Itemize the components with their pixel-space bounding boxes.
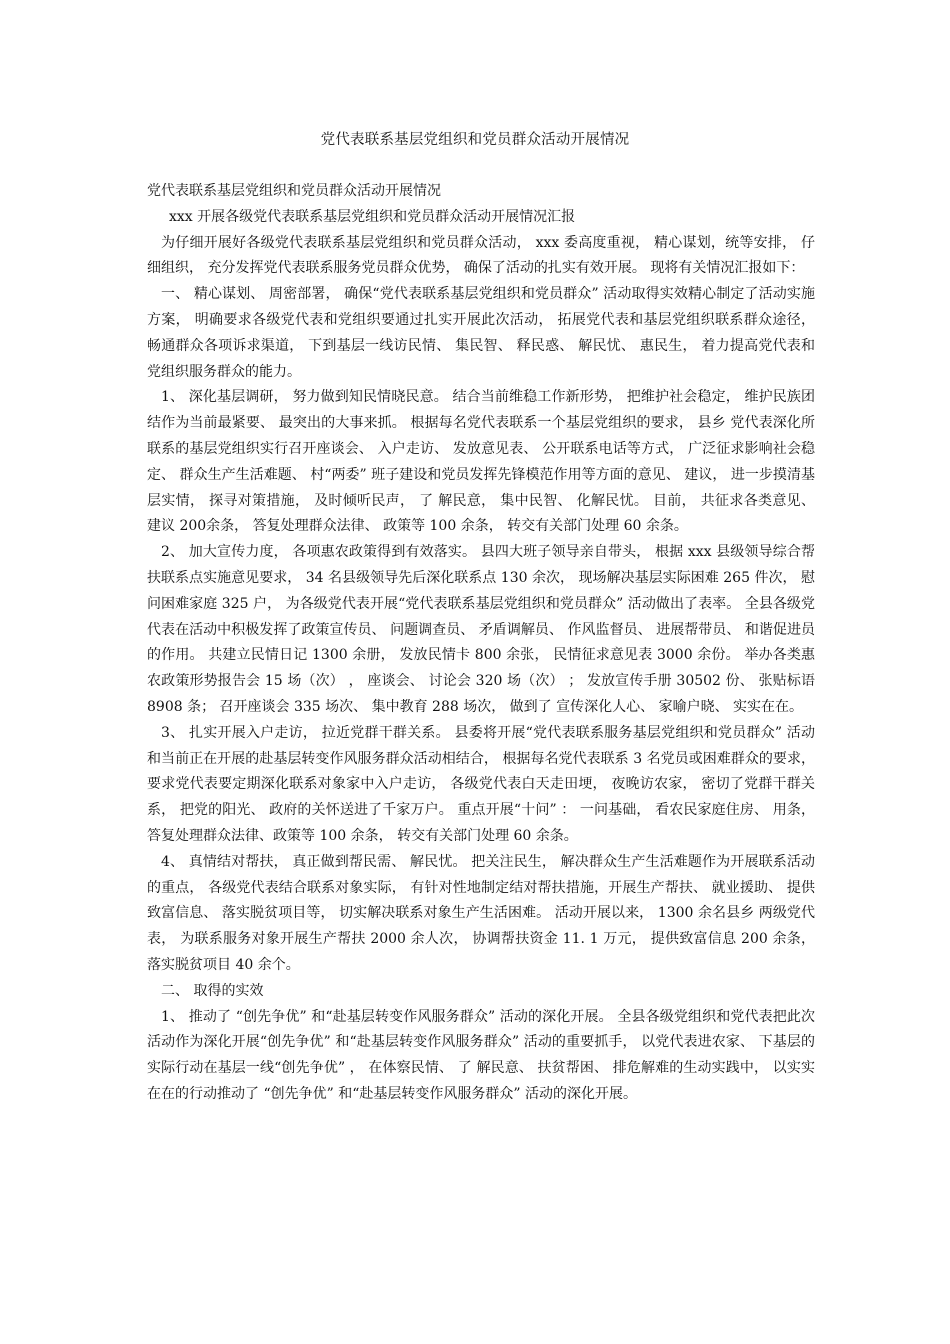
report-subtitle: xxx 开展各级党代表联系基层党组织和党员群众活动开展情况汇报 [169,208,576,225]
document-title: 党代表联系基层党组织和党员群众活动开展情况 [320,132,630,148]
item-3-paragraph: 3、 扎实开展入户走访， 拉近党群干群关系。 县委将开展“党代表联系服务基层党组织和党员群众” 活动和当前正在开展的赴基层转变作风服务群众活动相结合， 根据每名党代表联系 3 名党员或困难群众的要求， 要求党代表要定期深化联系对象家中入户走访， 各级党代表白天走田埂， 夜晚访农家， 密切了党群干群关系， 把党的阳光、 政府的关怀送进了千家万户。 重点开展“十问” ： 一问基础， 看农民家庭住房、 用条， 答复处理群众法律、政策等 100 余条， 转交有关部门处理 60 余条。 [147,724,815,844]
item-1-paragraph: 1、 深化基层调研， 努力做到知民情晓民意。 结合当前维稳工作新形势， 把维护社会稳定， 维护民族团结作为当前最紧要、 最突出的大事来抓。 根据每名党代表联系一个基层党组织的要求， 县乡 党代表深化所联系的基层党组织实行召开座谈会、 入户走访、 发放意见表、 公开联系电话等方式， 广泛征求影响社会稳定、 群众生产生活难题、 村“两委” 班子建设和党员发挥先锋模范作用等方面的意见、 建议， 进一步摸清基层实情， 探寻对策措施， 及时倾听民声， 了 解民意， 集中民智、 化解民忧。 目前， 共征求各类意见、 建议 200余条， 答复处理群众法律、 政策等 100 余条， 转交有关部门处理 60 余条。 [147,389,815,535]
item-2-paragraph: 2、 加大宣传力度， 各项惠农政策得到有效落实。 县四大班子领导亲自带头， 根据 xxx 县级领导综合帮扶联系点实施意见要求， 34 名县级领导先后深化联系点 130 余次， 现场解决基层实际困难 265 件次， 慰问困难家庭 325 户， 为各级党代表开展“党代表联系基层党组织和党员群众” 活动做出了表率。 全县各级党代表在活动中积极发挥了政策宣传员、 问题调查员、 矛盾调解员、 作风监督员、 进展帮带员、 和谐促进员的作用。 共建立民情日记 1300 余册， 发放民情卡 800 余张， 民情征求意见表 3000 余份。 举办各类惠农政策形势报告会 15 场（次） ， 座谈会、 讨论会 320 场（次） ； 发放宣传手册 30502 份、 张贴标语8908 条； 召开座谈会 335 场次、 集中教育 288 场次， 做到了 宣传深化人心、 家喻户晓、 实实在在。 [147,544,815,715]
section-one-paragraph: 一、 精心谋划、 周密部署， 确保“党代表联系基层党组织和党员群众” 活动取得实效精心制定了活动实施方案， 明确要求各级党代表和党组织要通过扎实开展此次活动， 拓展党代表和基层党组织联系群众途径， 畅通群众各项诉求渠道， 下到基层一线访民情、 集民智、 释民惑、 解民忧、 惠民生， 着力提高党代表和党组织服务群众的能力。 [147,286,815,380]
body-heading: 党代表联系基层党组织和党员群众活动开展情况 [147,183,441,199]
document-body [147,179,815,1108]
section-two-item-1-paragraph: 1、 推动了 “创先争优” 和“赴基层转变作风服务群众” 活动的深化开展。 全县各级党组织和党代表把此次活动作为深化开展“创先争优” 和“赴基层转变作风服务群众” 活动的重要抓手， 以党代表进农家、 下基层的实际行动在基层一线“创先争优” ， 在体察民情、 了 解民意、 扶贫帮困、 排危解难的生动实践中， 以实实在在的行动推动了 “创先争优” 和“赴基层转变作风服务群众” 活动的深化开展。 [147,1008,815,1102]
item-4-paragraph: 4、 真情结对帮扶， 真正做到帮民需、 解民忧。 把关注民生， 解决群众生产生活难题作为开展联系活动的重点， 各级党代表结合联系对象实际， 有针对性地制定结对帮扶措施，开展生产帮扶、 就业援助、 提供致富信息、 落实脱贫项目等， 切实解决联系对象生产生活困难。 活动开展以来， 1300 余名县乡 两级党代表， 为联系服务对象开展生产帮扶 2000 余人次， 协调帮扶资金 11. 1 万元， 提供致富信息 200 余条， 落实脱贫项目 40 余个。 [147,853,815,973]
section-two-heading: 二、 取得的实效 [161,982,264,999]
intro-paragraph: 为仔细开展好各级党代表联系基层党组织和党员群众活动， xxx 委高度重视， 精心谋划，统等安排， 仔细组织， 充分发挥党代表联系服务党员群众优势， 确保了活动的扎实有效开展。 现将有关情况汇报如下： [147,234,815,277]
